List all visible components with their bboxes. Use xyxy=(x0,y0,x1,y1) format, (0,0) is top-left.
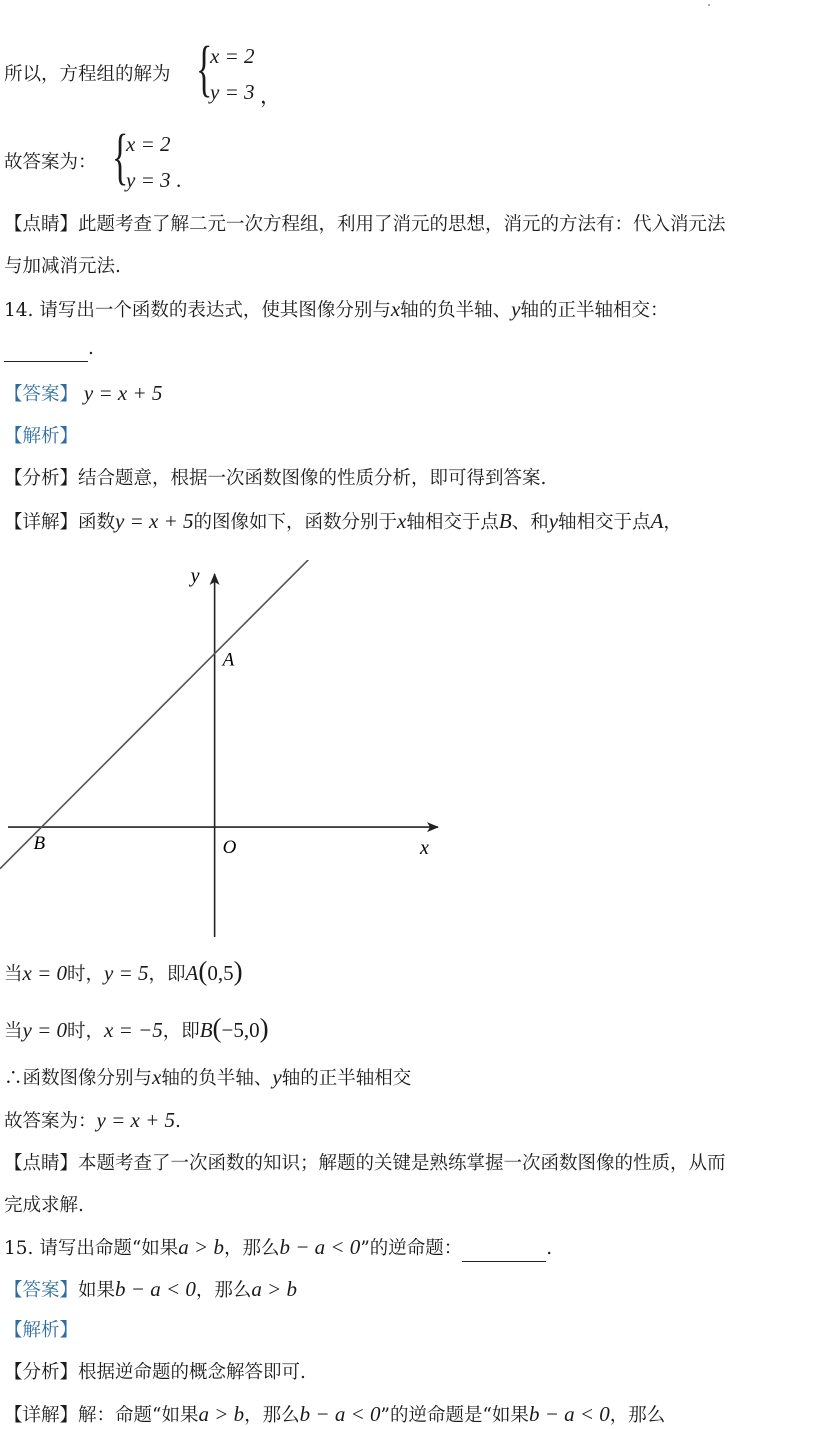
q15-number: 15. xyxy=(4,1238,34,1259)
answer-prefix-1: 故答案为： xyxy=(4,152,97,173)
xiangjie14-t1: 函数 xyxy=(78,512,116,533)
q14-text-c: 轴的正半轴相交： xyxy=(520,300,669,321)
final-answer-14 xyxy=(4,1107,181,1135)
system2-eq-x: x = 2 xyxy=(126,132,171,156)
step3-t1: ∴函数图像分别与 xyxy=(4,1068,153,1089)
step1-res: y = 5 xyxy=(104,961,149,985)
system1-tail: ， xyxy=(260,84,281,108)
q14-y: y xyxy=(511,297,521,321)
step2-t1: 当 xyxy=(4,1021,23,1042)
remark1-text1: 此题考查了解二元一次方程组，利用了消元的思想，消元的方法有：代入消元法 xyxy=(78,214,726,235)
solution-prefix: 所以，方程组的解为 xyxy=(4,64,171,85)
answer14-tag: 【答案】 xyxy=(4,384,79,405)
xiangjie-15 xyxy=(4,1401,665,1429)
xiangjie15-c3: b − a < 0 xyxy=(528,1402,610,1426)
system1-eq-x: x = 2 xyxy=(210,44,255,68)
xiangjie14-t3: 轴相交于点 xyxy=(406,512,499,533)
final14-t1: 故答案为： xyxy=(4,1111,97,1132)
xiangjie14-t4: 、和 xyxy=(511,512,549,533)
jiexi15-tag: 【解析】 xyxy=(4,1320,79,1341)
step2-coords: −5,0 xyxy=(221,1018,260,1042)
answer-blank xyxy=(4,341,88,362)
answer-14 xyxy=(4,380,162,408)
y-axis-label: y xyxy=(190,565,200,587)
remark2-line2 xyxy=(4,1193,84,1219)
answer15-tag: 【答案】 xyxy=(4,1280,79,1301)
equation-system-1 xyxy=(196,35,281,114)
paren-open: ( xyxy=(198,956,208,986)
q15-t1: 请写出命题“如果 xyxy=(39,1238,179,1259)
remark1-line1 xyxy=(4,212,726,238)
q15-tail: . xyxy=(546,1238,553,1259)
xiangjie15-t1: 解：命题“如果 xyxy=(78,1405,199,1426)
function-graph xyxy=(0,560,450,945)
q15-c1: a > b xyxy=(178,1235,224,1259)
xiangjie15-t4: ，那么 xyxy=(609,1405,666,1426)
fenxi14-text: 结合题意，根据一次函数图像的性质分析，即可得到答案. xyxy=(78,468,547,489)
remark2-text2: 完成求解. xyxy=(4,1195,84,1216)
xiangjie14-A: A xyxy=(650,509,664,533)
remark2-text1: 本题考查了一次函数的知识；解题的关键是熟练掌握一次函数图像的性质，从而 xyxy=(78,1153,726,1174)
left-brace: { xyxy=(196,35,213,103)
point-label-b: B xyxy=(33,833,46,855)
question-14 xyxy=(4,296,669,324)
point-label-o: O xyxy=(222,837,237,859)
answer15-c2: a > b xyxy=(251,1277,298,1301)
q15-t3: ”的逆命题： xyxy=(360,1238,463,1259)
step3-x: x xyxy=(152,1065,162,1089)
left-brace: { xyxy=(112,123,129,191)
step-1 xyxy=(4,958,243,988)
q14-text-a: 请写出一个函数的表达式，使其图像分别与 xyxy=(39,300,391,321)
answer15-c1: b − a < 0 xyxy=(115,1277,196,1301)
solution-line xyxy=(4,62,171,88)
answer-blank xyxy=(462,1241,546,1262)
xiangjie14-t2: 的图像如下，函数分别于 xyxy=(193,512,398,533)
paren-close: ) xyxy=(233,956,243,986)
xiangjie15-t2: ，那么 xyxy=(244,1405,300,1426)
answer-line-1 xyxy=(4,150,97,176)
xiangjie15-c1: a > b xyxy=(198,1402,245,1426)
xiangjie14-expr: y = x + 5 xyxy=(115,509,194,533)
paren-open: ( xyxy=(212,1013,222,1043)
step1-t1: 当 xyxy=(4,964,23,985)
equation-system-2 xyxy=(112,123,192,202)
step3-y: y xyxy=(272,1065,282,1089)
step2-cond: y = 0 xyxy=(22,1018,68,1042)
x-axis-label: x xyxy=(420,837,429,860)
question-15 xyxy=(4,1234,552,1262)
step1-t2: 时， xyxy=(67,964,105,985)
q14-x: x xyxy=(390,297,401,321)
jiexi-15 xyxy=(4,1318,78,1344)
q15-c2: b − a < 0 xyxy=(279,1235,361,1259)
fenxi-14 xyxy=(4,466,546,492)
system2-eq-y: y = 3 xyxy=(126,168,171,192)
step2-t3: ，即 xyxy=(162,1021,200,1042)
xiangjie14-t5: 轴相交于点 xyxy=(558,512,651,533)
final14-expr: y = x + 5 xyxy=(96,1108,175,1132)
remark1-tag: 【点睛】 xyxy=(4,214,79,235)
q14-text-b: 轴的负半轴、 xyxy=(400,300,512,321)
paren-close: ) xyxy=(259,1013,269,1043)
point-label-a: A xyxy=(222,649,235,671)
final14-t2: . xyxy=(175,1111,181,1132)
xiangjie14-y: y xyxy=(548,509,559,533)
xiangjie14-B: B xyxy=(498,509,512,533)
remark2-tag: 【点睛】 xyxy=(4,1153,79,1174)
step-3 xyxy=(4,1064,411,1092)
jiexi14-tag: 【解析】 xyxy=(4,426,79,447)
answer15-t1: 如果 xyxy=(78,1280,116,1301)
fenxi-15 xyxy=(4,1360,306,1386)
q14-blank-tail: . xyxy=(88,338,94,359)
step2-res: x = −5 xyxy=(104,1018,163,1042)
remark2-line1 xyxy=(4,1151,726,1177)
system2-tail: . xyxy=(176,168,182,192)
remark1-text2: 与加减消元法. xyxy=(4,256,121,277)
step-2 xyxy=(4,1015,269,1045)
step3-t3: 轴的正半轴相交 xyxy=(281,1068,412,1089)
q15-t2: ，那么 xyxy=(223,1238,280,1259)
xiangjie14-tag: 【详解】 xyxy=(4,512,79,533)
remark1-line2 xyxy=(4,254,121,280)
jiexi-14 xyxy=(4,424,78,450)
step2-point: B xyxy=(199,1018,213,1042)
xiangjie15-c2: b − a < 0 xyxy=(299,1402,381,1426)
system1-eq-y: y = 3 xyxy=(210,80,255,104)
step1-cond: x = 0 xyxy=(22,961,68,985)
fenxi15-text: 根据逆命题的概念解答即可. xyxy=(78,1362,306,1383)
xiangjie14-x: x xyxy=(397,509,407,533)
line-y-equals-x-plus-5 xyxy=(0,560,374,869)
scan-speck xyxy=(708,4,710,6)
answer-15 xyxy=(4,1276,297,1304)
xiangjie15-tag: 【详解】 xyxy=(4,1405,79,1426)
step1-t3: ，即 xyxy=(148,964,186,985)
q14-number: 14. xyxy=(4,300,34,321)
xiangjie15-t3: ”的逆命题是“如果 xyxy=(380,1405,529,1426)
step2-t2: 时， xyxy=(67,1021,105,1042)
fenxi15-tag: 【分析】 xyxy=(4,1362,79,1383)
q14-blank-line xyxy=(4,336,94,362)
step1-point: A xyxy=(185,961,199,985)
fenxi14-tag: 【分析】 xyxy=(4,468,79,489)
step1-coords: 0,5 xyxy=(207,961,234,985)
answer15-t2: ，那么 xyxy=(195,1280,252,1301)
xiangjie-14 xyxy=(4,508,682,536)
xiangjie14-t6: ， xyxy=(663,512,682,533)
answer14-expr: y = x + 5 xyxy=(83,381,163,405)
step3-t2: 轴的负半轴、 xyxy=(161,1068,273,1089)
